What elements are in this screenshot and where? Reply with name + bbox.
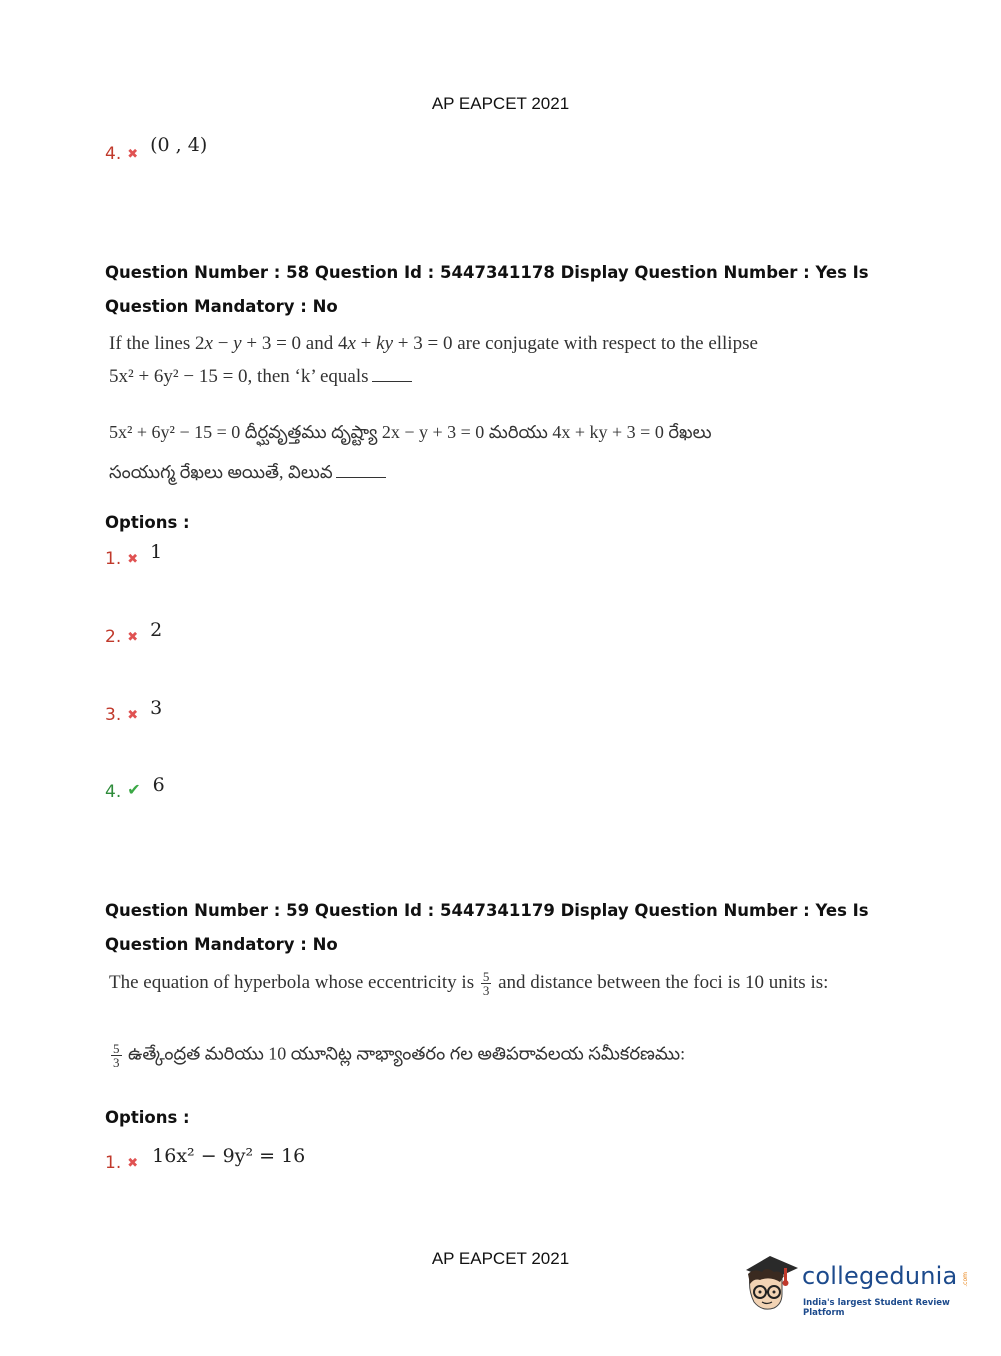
denominator: 3 <box>113 1055 120 1070</box>
wrong-icon: ✖ <box>127 707 139 722</box>
text: y <box>233 333 242 354</box>
text: − <box>212 333 234 354</box>
fraction <box>111 1042 122 1069</box>
question-58-header: Question Number : 58 Question Id : 5447341178 Display Question Number : Yes Is Question Mandatory : No <box>105 263 869 316</box>
numerator: 5 <box>482 969 490 984</box>
text: x <box>347 333 356 354</box>
fraction <box>481 970 492 997</box>
q58-option-1 <box>105 541 162 569</box>
text: + 3 = 0 and 4 <box>241 333 348 354</box>
text: and distance between the foci is 10 units is: <box>498 971 829 993</box>
wrong-icon: ✖ <box>127 146 139 161</box>
answer-blank <box>336 463 386 478</box>
question-59-header: Question Number : 59 Question Id : 5447341179 Display Question Number : Yes Is Question Mandatory : No <box>105 901 869 954</box>
collegedunia-logo <box>740 1250 970 1320</box>
wrong-icon: ✖ <box>127 551 139 566</box>
option-number: 4. <box>105 144 122 164</box>
option-value: 6 <box>152 774 165 796</box>
q59-english-line <box>109 970 828 997</box>
brand-domain: .com <box>962 1272 969 1287</box>
denominator: 3 <box>482 983 490 998</box>
option-number: 1. <box>105 1153 122 1173</box>
q58-english-line-1 <box>109 333 758 355</box>
text: ఉత్కేంద్రత మరియు 10 యూనిట్ల నాభ్యాంతరం గల అతిపరావలయ సమీకరణము: <box>128 1043 686 1064</box>
answer-blank <box>372 367 412 382</box>
prev-option-4 <box>105 134 207 164</box>
option-number: 4. <box>105 782 122 802</box>
q58-telugu-line-2 <box>109 462 386 487</box>
text: x <box>204 333 213 354</box>
text: The equation of hyperbola whose eccentricity is <box>109 971 475 993</box>
text: 5x² + 6y² − 15 = 0, then ‘k’ equals <box>109 366 369 387</box>
option-number: 3. <box>105 705 122 725</box>
check-icon: ✔ <box>127 782 141 799</box>
option-value: (0 , 4) <box>150 134 208 156</box>
wrong-icon: ✖ <box>127 629 139 644</box>
q58-option-2 <box>105 619 162 647</box>
q58-english-line-2 <box>109 366 412 388</box>
q58-option-3 <box>105 697 162 725</box>
text: If the lines 2 <box>109 333 205 354</box>
q58-options-label: Options : <box>105 513 190 532</box>
q59-options-label: Options : <box>105 1108 190 1127</box>
q58-telugu-line-1: 5x² + 6y² − 15 = 0 దీర్ఘవృత్తము దృష్ట్యా 2x − y + 3 = 0 మరియు 4x + ky + 3 = 0 రేఖలు <box>109 422 712 442</box>
page-footer: AP EAPCET 2021 <box>431 1249 570 1268</box>
option-value: 16x² − 9y² = 16 <box>152 1145 306 1167</box>
option-number: 1. <box>105 549 122 569</box>
option-value: 1 <box>150 541 163 563</box>
q59-option-1 <box>105 1145 305 1173</box>
q59-telugu-line <box>109 1042 685 1069</box>
wrong-icon: ✖ <box>127 1155 139 1170</box>
brand-tagline: India's largest Student Review Platform <box>803 1298 950 1318</box>
option-value: 3 <box>150 697 163 719</box>
option-value: 2 <box>150 619 163 641</box>
text: + 3 = 0 are conjugate with respect to the ellipse <box>393 333 758 354</box>
option-number: 2. <box>105 627 122 647</box>
q58-option-4 <box>105 774 165 802</box>
mascot-icon <box>740 1250 800 1320</box>
brand-name: collegedunia <box>802 1262 958 1290</box>
page-header: AP EAPCET 2021 <box>431 94 570 113</box>
text: ky <box>376 333 394 354</box>
text: + <box>355 333 377 354</box>
numerator: 5 <box>113 1041 120 1056</box>
text: సంయుగ్మ రేఖలు అయితే, విలువ <box>109 462 333 482</box>
